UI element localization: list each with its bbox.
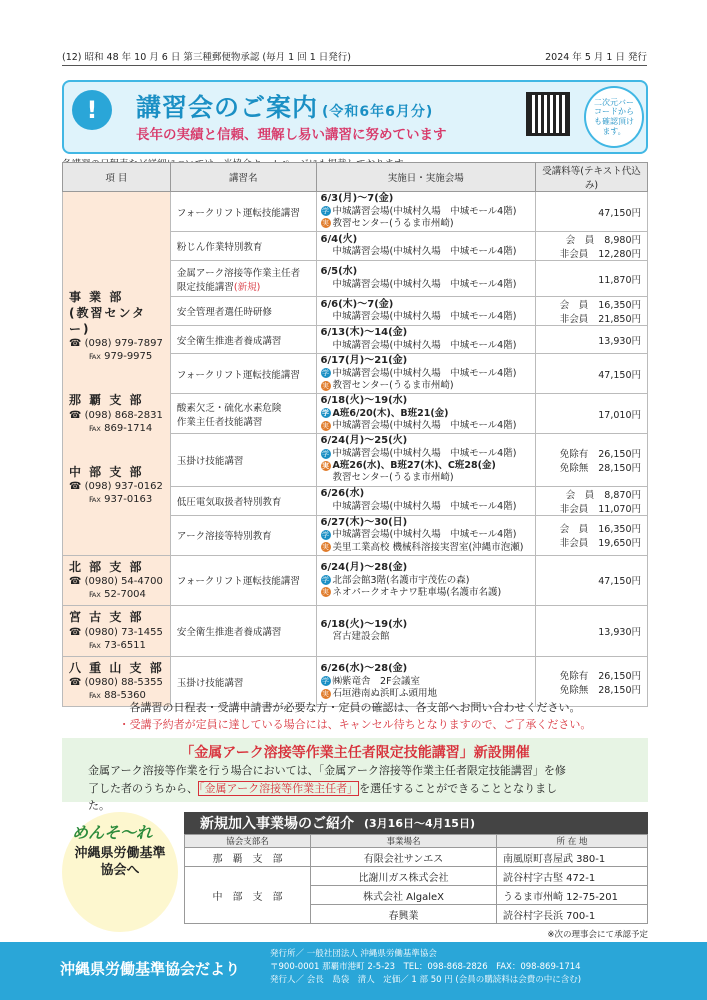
course-name: 酸素欠乏・硫化水素危険 作業主任者技能講習: [170, 394, 316, 434]
course-name: 粉じん作業特別教育: [170, 232, 316, 261]
mensore-badge: [62, 812, 178, 932]
header-left: (12) 昭和 48 年 10 月 6 日 第三種郵便物承認 (毎月 1 回 1 日発行): [62, 52, 351, 63]
course-name: フォークリフト運転技能講習: [170, 354, 316, 394]
course-date-venue: 6/4(火) 中城講習会場(中城村久場 中城モール4階): [316, 232, 536, 261]
venue-mark-icon: 学: [322, 409, 330, 418]
course-fee: 47,150円: [536, 192, 648, 232]
course-name: 玉掛け技能講習: [170, 656, 316, 707]
course-date-venue: 6/18(火)～19(水) 宮古建設会館: [316, 606, 536, 657]
th-fee: 受講料等(テキスト代込み): [536, 163, 648, 192]
course-fee: 17,010円: [536, 394, 648, 434]
venue-mark-icon: 学: [322, 530, 330, 539]
new-members-table: 協会支部名 事業場名 所 在 地 那 覇 支 部 有限会社サンエス 南風原町喜屋武 380-1 中 部 支 部 比謝川ガス株式会社 読谷村字古堅 472-1 株式会社 AlgaleX うるま市州崎 12-75-201 春興業 読谷村字長浜 700-1: [184, 834, 648, 924]
course-date-venue: 6/6(木)～7(金) 中城講習会場(中城村久場 中城モール4階): [316, 297, 536, 326]
new-members-title: 新規加入事業場のご紹介 (3月16日～4月15日): [184, 812, 648, 834]
footer-info: 発行所／ 一般社団法人 沖縄県労働基準協会 〒900-0001 那覇市港町 2-5-23 TEL：098-868-2826 FAX：098-869-1714 発行人／ 会長 島袋 清人 定価／ 1 部 50 円 (会員の購読料は会費の中に含む): [270, 949, 582, 986]
branch-cell: 事 業 部 (教習センター) ☎ (098) 979-7897 ℻ 979-9975 那 覇 支 部 ☎ (098) 868-2831 ℻ 869-1714 中 部 支 部 ☎ (098) 937-0162 ℻ 937-0163: [63, 192, 171, 556]
course-date-venue: 6/26(水)～28(金) 学 ㈱紫竜舎 2F会議室 実 石垣港南ぬ浜町ふ頭用地: [316, 656, 536, 707]
course-fee: 13,930円: [536, 606, 648, 657]
table-row: [63, 192, 648, 232]
venue-mark-icon: 実: [322, 421, 330, 430]
th-course: 講習名: [170, 163, 316, 192]
course-name: 安全管理者選任時研修: [170, 297, 316, 326]
course-fee: 47,150円: [536, 354, 648, 394]
news-headline: 「金属アーク溶接等作業主任者限定技能講習」新設開催: [180, 745, 530, 761]
course-date-venue: 6/24(月)～25(火) 学 中城講習会場(中城村久場 中城モール4階) 実 A班26(水)、B班27(木)、C班28(金) 教習センター(うるま市州崎): [316, 434, 536, 486]
venue-mark-icon: 実: [322, 588, 330, 597]
course-name: 玉掛け技能講習: [170, 434, 316, 486]
course-name: フォークリフト運転技能講習: [170, 555, 316, 606]
news-box: [62, 738, 648, 813]
footer-name: 沖縄県労働基準協会だより: [60, 960, 241, 978]
course-date-venue: 6/17(月)～21(金) 学 中城講習会場(中城村久場 中城モール4階) 実 教習センター(うるま市州崎): [316, 354, 536, 394]
header-right: 2024 年 5 月 1 日 発行: [545, 52, 647, 63]
venue-mark-icon: 実: [322, 219, 330, 228]
course-fee: 会 員 8,870円 非会員 11,070円: [536, 486, 648, 515]
course-date-venue: 6/18(火)～19(水) 学 A班6/20(木)、B班21(金) 実 中城講習会場(中城村久場 中城モール4階): [316, 394, 536, 434]
banner: [62, 80, 648, 154]
course-name: 低圧電気取扱者特別教育: [170, 486, 316, 515]
mensore-text: 沖縄県労働基準協会へ: [74, 846, 166, 878]
venue-mark-icon: 学: [322, 449, 330, 458]
venue-mark-icon: 学: [322, 207, 330, 216]
course-fee: 会 員 16,350円 非会員 21,850円: [536, 297, 648, 326]
venue-mark-icon: 実: [322, 381, 330, 390]
branch-cell: 宮 古 支 部 ☎ (0980) 73-1455 ℻ 73-6511: [63, 606, 171, 657]
table-row: [63, 555, 648, 606]
banner-subtitle: 長年の実績と信頼、理解し易い講習に努めています: [136, 127, 447, 143]
branch-cell: 北 部 支 部 ☎ (0980) 54-4700 ℻ 52-7004: [63, 555, 171, 606]
venue-mark-icon: 実: [322, 689, 330, 698]
th-date: 実施日・実施会場: [316, 163, 536, 192]
venue-mark-icon: 実: [322, 543, 330, 551]
course-name: 安全衛生推進者養成講習: [170, 326, 316, 354]
course-name: フォークリフト運転技能講習: [170, 192, 316, 232]
course-name: アーク溶接等特別教育: [170, 515, 316, 555]
course-fee: 免除有 26,150円 免除無 28,150円: [536, 434, 648, 486]
venue-mark-icon: 実: [322, 461, 330, 470]
table-row: [63, 606, 648, 657]
venue-mark-icon: 学: [322, 677, 330, 686]
th-item: 項 目: [63, 163, 171, 192]
banner-title: 講習会のご案内 (令和6年6月分): [136, 93, 434, 122]
course-fee: 会 員 8,980円 非会員 12,280円: [536, 232, 648, 261]
course-date-venue: 6/24(月)～28(金) 学 北部会館3階(名護市宇茂佐の森) 実 ネオパークオキナワ駐車場(名護市名護): [316, 555, 536, 606]
new-members: [184, 812, 648, 940]
course-name: 安全衛生推進者養成講習: [170, 606, 316, 657]
course-fee: 免除有 26,150円 免除無 28,150円: [536, 656, 648, 707]
footer: [0, 942, 707, 1000]
course-fee: 会 員 16,350円 非会員 19,650円: [536, 515, 648, 555]
course-fee: 47,150円: [536, 555, 648, 606]
venue-mark-icon: 学: [322, 369, 330, 378]
course-date-venue: 6/27(木)～30(日) 学 中城講習会場(中城村久場 中城モール4階) 実 美里工業高校 機械科溶接実習室(沖縄市泡瀬): [316, 515, 536, 555]
page-header: [62, 50, 647, 66]
course-fee: 13,930円: [536, 326, 648, 354]
course-table: [62, 162, 648, 707]
course-fee: 11,870円: [536, 261, 648, 297]
course-date-venue: 6/13(木)～14(金) 中城講習会場(中城村久場 中城モール4階): [316, 326, 536, 354]
course-date-venue: 6/5(水) 中城講習会場(中城村久場 中城モール4階): [316, 261, 536, 297]
qr-note: 二次元バーコードからも確認頂けます。: [584, 86, 644, 148]
note-waitlist: ・受講予約者が定員に達している場合には、キャンセル待ちとなりますので、ご了承ください。: [118, 718, 592, 731]
news-body: 金属アーク溶接等作業を行う場合においては、「金属アーク溶接等作業主任者限定技能講習」を修 了した者のうちから、「金属アーク溶接等作業主任者」を選任することができることとなりました。: [88, 764, 566, 813]
new-members-footnote: ※次の理事会にて承認予定: [547, 930, 648, 940]
exclamation-icon: !: [72, 90, 112, 130]
qr-code-icon[interactable]: [526, 92, 570, 136]
course-date-venue: 6/26(水) 中城講習会場(中城村久場 中城モール4階): [316, 486, 536, 515]
note-inquiry: 各講習の日程表・受講申請書が必要な方・定員の確認は、各支部へお問い合わせください。: [129, 701, 581, 714]
branch-cell: 八 重 山 支 部 ☎ (0980) 88-5355 ℻ 88-5360: [63, 656, 171, 707]
mensore-title: めんそ～れ: [72, 823, 153, 842]
course-name: 金属アーク溶接等作業主任者 限定技能講習(新規): [170, 261, 316, 297]
course-date-venue: 6/3(月)～7(金) 学 中城講習会場(中城村久場 中城モール4階) 実 教習センター(うるま市州崎): [316, 192, 536, 232]
venue-mark-icon: 学: [322, 576, 330, 585]
